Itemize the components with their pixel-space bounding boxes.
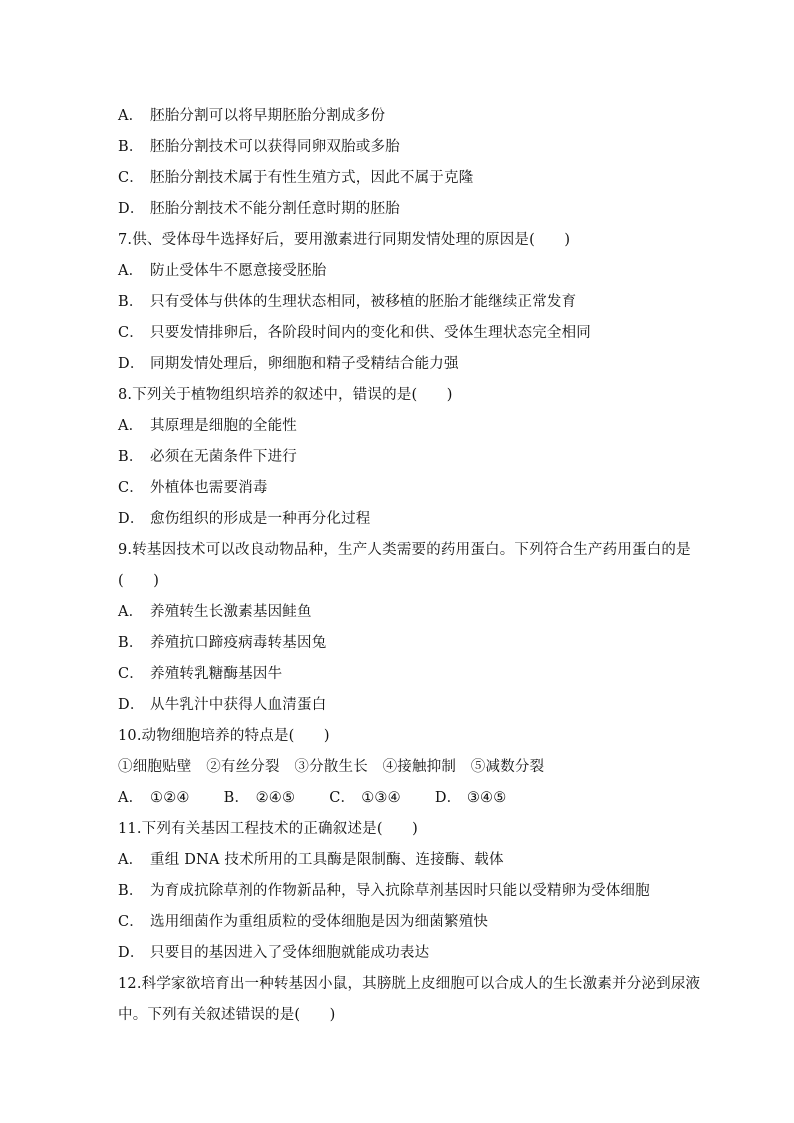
q6-option-a [118,101,688,132]
q6-option-c [118,163,688,194]
q10-choice-b [224,783,296,814]
q7-stem: 7.供、受体母牛选择好后，要用激素进行同期发情处理的原因是( ) [118,232,571,248]
q9-stem-line1: 9.转基因技术可以改良动物品种，生产人类需要的药用蛋白。下列符合生产药用蛋白的是 [118,542,691,558]
option-text: 胚胎分割技术属于有性生殖方式，因此不属于克隆 [150,170,474,186]
option-text: 其原理是细胞的全能性 [150,418,297,434]
option-text: 只要目的基因进入了受体细胞就能成功表达 [150,945,430,961]
q10-choice-a [118,783,190,814]
option-letter: D． [118,945,145,961]
q10-choices [118,783,688,814]
option-text: 为育成抗除草剂的作物新品种，导入抗除草剂基因时只能以受精卵为受体细胞 [150,883,650,899]
q12-stem-line1: 12.科学家欲培育出一种转基因小鼠，其膀胱上皮细胞可以合成人的生长激素并分泌到尿液 [118,976,701,992]
q8-option-d [118,504,688,535]
option-text: ③④⑤ [466,790,507,806]
q7-option-a [118,256,688,287]
option-letter: C． [329,790,356,806]
option-letter: B． [118,883,144,899]
q11-option-b [118,876,688,907]
q8-option-c [118,473,688,504]
q8-option-b [118,442,688,473]
option-letter: B． [118,635,144,651]
option-text: 外植体也需要消毒 [150,480,268,496]
q11-option-d [118,938,688,969]
q11-option-c [118,907,688,938]
q7-option-d [118,349,688,380]
option-text: 只要发情排卵后，各阶段时间内的变化和供、受体生理状态完全相同 [150,325,591,341]
q10-items: ①细胞贴壁 ②有丝分裂 ③分散生长 ④接触抑制 ⑤减数分裂 [118,759,545,775]
option-letter: C． [118,170,144,186]
option-letter: A． [118,604,144,620]
option-letter: D． [118,697,145,713]
option-text: 只有受体与供体的生理状态相同，被移植的胚胎才能继续正常发育 [150,294,577,310]
question-content [118,101,701,1031]
option-text: ①②④ [150,790,190,806]
option-letter: D． [118,201,145,217]
option-letter: B． [118,294,144,310]
option-text: 重组 DNA 技术所用的工具酶是限制酶、连接酶、载体 [150,852,504,868]
option-letter: D． [118,356,145,372]
q8-stem: 8.下列关于植物组织培养的叙述中，错误的是( ) [118,387,453,403]
option-letter: B． [118,139,144,155]
option-letter: B． [118,449,144,465]
option-text: 养殖抗口蹄疫病毒转基因兔 [150,635,327,651]
option-text: 选用细菌作为重组质粒的受体细胞是因为细菌繁殖快 [150,914,489,930]
q10-choice-d [435,783,507,814]
option-letter: B． [223,790,250,806]
option-letter: A． [118,790,144,806]
option-text: 同期发情处理后，卵细胞和精子受精结合能力强 [150,356,459,372]
option-letter: D． [434,790,462,806]
q12-stem-line2: 中。下列有关叙述错误的是( ) [118,1007,336,1023]
option-text: 防止受体牛不愿意接受胚胎 [150,263,327,279]
option-letter: A． [118,418,144,434]
q9-option-d [118,690,688,721]
option-letter: A． [118,852,144,868]
option-text: ①③④ [361,790,401,806]
option-text: 胚胎分割技术可以获得同卵双胎或多胎 [150,139,400,155]
q9-option-a [118,597,688,628]
option-text: ②④⑤ [255,790,296,806]
option-letter: D． [118,511,145,527]
option-letter: C． [118,914,144,930]
option-letter: A． [118,263,144,279]
q6-option-d [118,194,688,225]
q10-stem: 10.动物细胞培养的特点是( ) [118,728,330,744]
option-text: 养殖转乳糖酶基因牛 [150,666,283,682]
option-letter: C． [118,480,144,496]
option-text: 养殖转生长激素基因鲑鱼 [150,604,312,620]
option-text: 必须在无菌条件下进行 [150,449,297,465]
option-text: 从牛乳汁中获得人血清蛋白 [150,697,327,713]
option-text: 愈伤组织的形成是一种再分化过程 [150,511,371,527]
q11-option-a [118,845,688,876]
q9-stem-line2: ( ) [118,573,160,589]
option-letter: C． [118,666,144,682]
option-letter: A． [118,108,144,124]
q9-option-b [118,628,688,659]
q10-choice-c [329,783,401,814]
q7-option-c [118,318,688,349]
q11-stem: 11.下列有关基因工程技术的正确叙述是( ) [118,821,418,837]
option-text: 胚胎分割技术不能分割任意时期的胚胎 [150,201,400,217]
q9-option-c [118,659,688,690]
option-letter: C． [118,325,144,341]
option-text: 胚胎分割可以将早期胚胎分割成多份 [150,108,386,124]
q8-option-a [118,411,688,442]
q6-option-b [118,132,688,163]
q7-option-b [118,287,688,318]
